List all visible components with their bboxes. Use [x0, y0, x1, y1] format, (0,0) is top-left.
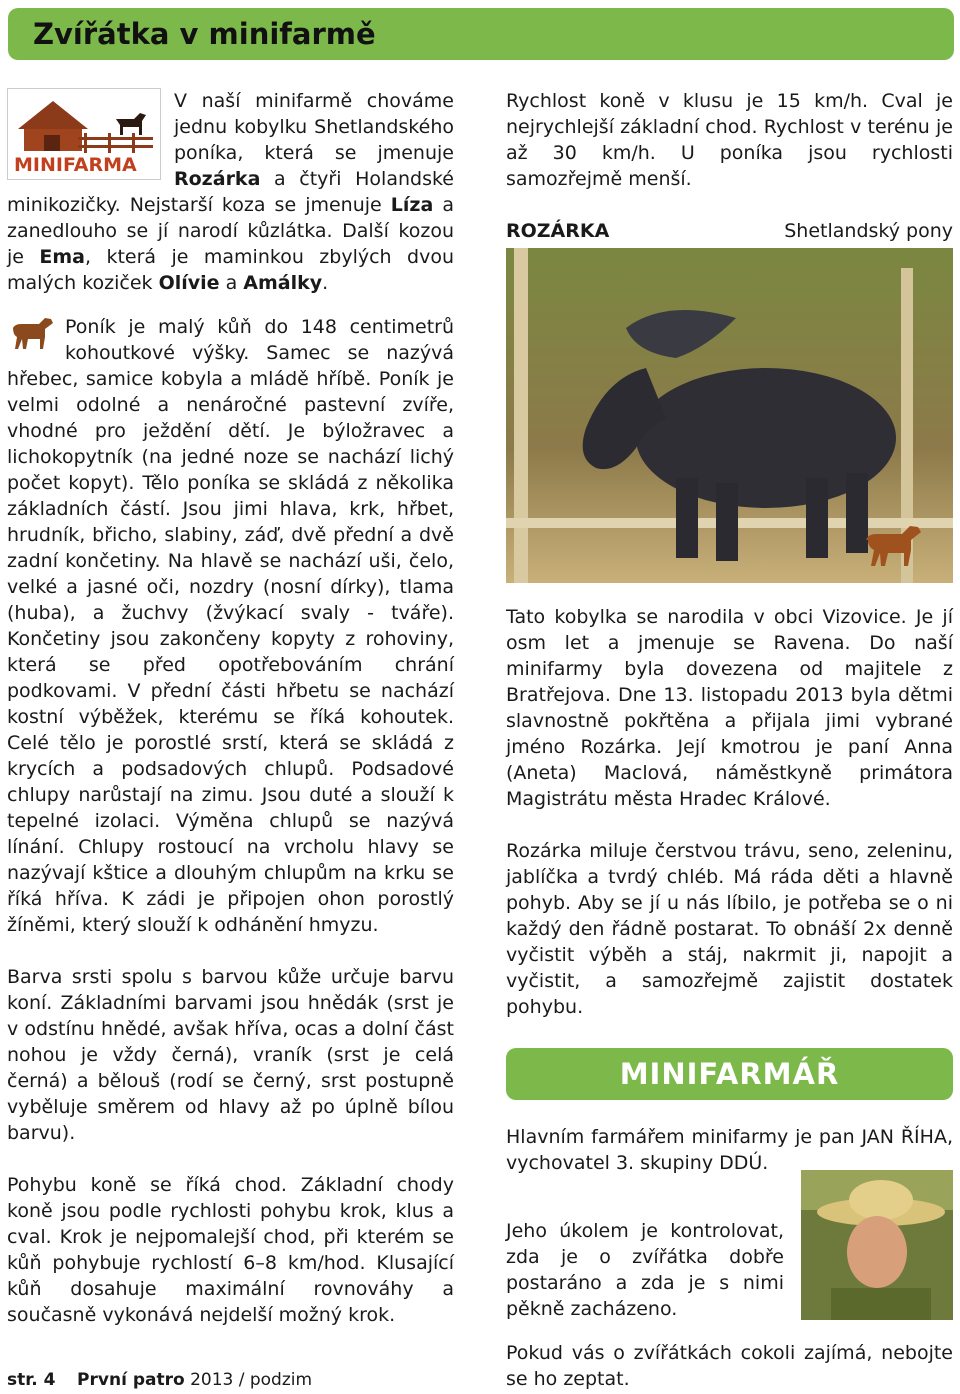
page-footer [7, 1370, 312, 1390]
farmer-paragraph-box [506, 1124, 953, 1176]
right-column [506, 604, 953, 1020]
task-paragraph-box [506, 1218, 784, 1322]
farmer-photo [801, 1170, 953, 1320]
speed-paragraph: Rychlost koně v klusu je 15 km/h. Cval je nejrychlejší základní chod. Rychlost v terénu je až 30 km/h. U poníka jsou rychlosti samozřejmě menší. [506, 90, 953, 190]
minifarma-logo [7, 88, 161, 180]
banner-title: MINIFARMÁŘ [619, 1057, 840, 1091]
intro-text-5: a [219, 272, 244, 294]
name-rozarka: Rozárka [174, 168, 261, 190]
minifarmar-banner [506, 1048, 953, 1100]
rozarka-photo [506, 248, 953, 583]
intro-text-3: a zanedlouho se jí narodí kůzlátka. Další kozou je [7, 194, 454, 268]
page-header [8, 8, 954, 60]
intro-text-1: V naší minifarmě chováme jednu kobylku Shetlandského poníka, která se jmenuje [174, 90, 454, 164]
magazine-name: První patro [77, 1370, 185, 1390]
task-paragraph: Jeho úkolem je kontrolovat, zda je o zvířátka dobře postaráno a zda je s nimi pěkně zacházeno. [506, 1220, 784, 1320]
rozarka-heading [506, 218, 953, 244]
pony-icon-float [7, 314, 65, 354]
left-column [7, 314, 454, 1328]
name-amalky: Amálky [243, 272, 323, 294]
pony-description: Poník je malý kůň do 148 centimetrů kohoutkové výšky. Samec se nazývá hřebec, samice kobyla a mládě hříbě. Poník je velmi odolné a nenáročné pastevní zvíře, vhodné pro ježdění dětí. Je býložravec a lichokopytník (na jedné noze se nachází lichý počet kopyt). Tělo poníka se skládá z několika základních částí. Jsou jimi hlava, krk, hřbet, hrudník, břicho, slabiny, záď, dvě přední a dvě zadní končetiny. Na hlavě se nachází uši, čelo, velké a jasné oči, nozdry (nosní dírky), tlama (huba), a žuchvy (žvýkací svaly - tváře). Končetiny jsou zakončeny kopyty z rohoviny, která se před opotřebováním chrání podkovami. V přední části hřbetu se nachází kostní výběžek, kterému se říká kohoutek. Celé tělo je porostlé srstí, která se skládá z krycích a podsadových chlupů. Podsadové chlupy narůstají na zimu. Jsou duté a slouží k tepelné izolaci. Výměna chlupů se nazývá línání. Chlupy rostoucí na vrcholu hlavy se nazývají kštice a dlouhým chlupům na krku se říká hříva. K zádi je připojen ohon porostlý žíněmi, který slouží k odhánění hmyzu. [7, 316, 454, 936]
logo-text: MINIFARMA [14, 154, 137, 176]
page-number: str. 4 [7, 1370, 56, 1390]
logo-float [7, 88, 174, 174]
speed-paragraph-box [506, 88, 953, 192]
pony-icon [7, 314, 57, 350]
issue-label: 2013 / podzim [190, 1370, 313, 1390]
breed-label: Shetlandský pony [784, 220, 953, 242]
name-ema: Ema [39, 246, 86, 268]
name-olivie: Olívie [158, 272, 220, 294]
intro-text-6: . [322, 272, 329, 294]
page-title: Zvířátka v minifarmě [33, 17, 376, 51]
intro-paragraph [7, 88, 454, 296]
farmer-photo-image [801, 1170, 953, 1320]
name-liza: Líza [390, 194, 434, 216]
rozarka-photo-image [506, 248, 953, 583]
intro-text-2: a čtyři Holandské minikozičky. Nejstarší koza se jmenuje [7, 168, 454, 216]
ask-paragraph-box [506, 1340, 953, 1392]
birth-paragraph: Tato kobylka se narodila v obci Vizovice. Je jí osm let a jmenuje se Ravena. Do naší minifarmy byla dovezena od majitele z Bratřejova. Dne 13. listopadu 2013 byla dětmi slavnostně pokřtěna a přijala jimi vybrané jméno Rozárka. Její kmotrou je paní Anna (Aneta) Maclová, náměstkyně primátora Magistrátu města Hradec Králové. [506, 606, 953, 810]
gait-paragraph: Pohybu koně se říká chod. Základní chody koně jsou podle rychlosti pohybu krok, klus a cval. Krok je nejpomalejší chod, při kterém se kůň pohybuje rychlostí 6–8 km/hod. Klusající kůň dosahuje maximální rovnováhy a současně vykonává nejdelší možný krok. [7, 1174, 454, 1326]
rozarka-label: ROZÁRKA [506, 220, 610, 242]
likes-paragraph: Rozárka miluje čerstvou trávu, seno, zeleninu, jablíčka a tvrdý chléb. Má ráda děti a hlavně pohyb. Aby se jí u nás líbilo, je potřeba se o ni každý den řádně postarat. To obnáší 2x denně vyčistit výběh a stáj, nakrmit ji, napojit a vyčistit, a samozřejmě zajistit dostatek pohybu. [506, 840, 953, 1018]
farmer-paragraph: Hlavním farmářem minifarmy je pan JAN ŘÍHA, vychovatel 3. skupiny DDÚ. [506, 1126, 953, 1174]
ask-paragraph: Pokud vás o zvířátkách cokoli zajímá, nebojte se ho zeptat. [506, 1342, 953, 1390]
coat-color-paragraph: Barva srsti spolu s barvou kůže určuje barvu koní. Základními barvami jsou hnědák (srst je v odstínu hnědé, avšak hříva, ocas a dolní část nohou je vždy černá), vraník (srst je celá černá) a bělouš (rodí se černý, srst postupně vyběluje směrem od hlavy až po úplně bílou barvu). [7, 966, 454, 1144]
intro-text-4: , která je maminkou zbylých dvou malých koziček [7, 246, 454, 294]
